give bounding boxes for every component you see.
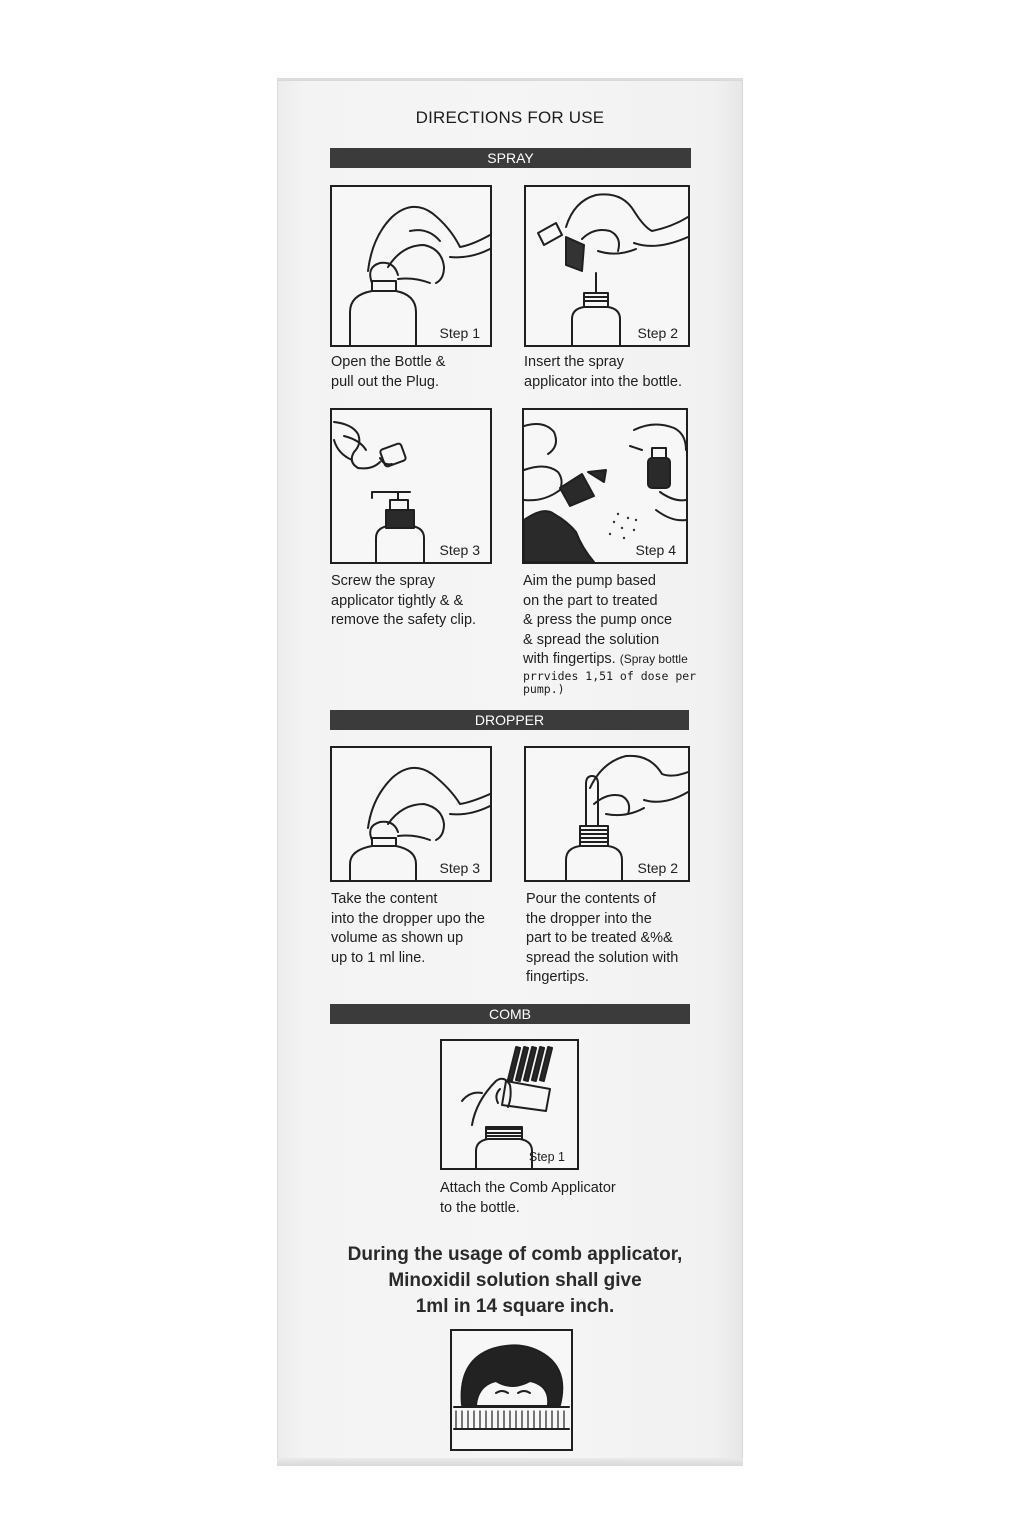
spray-step-1-label: Step 1 [439, 325, 480, 341]
dropper-step-3-label: Step 3 [439, 860, 480, 876]
directions-heading: DIRECTIONS FOR USE [415, 108, 605, 127]
box-bottom-edge [277, 1458, 743, 1466]
comb-step-1-illustration [440, 1039, 579, 1170]
section-bar-comb: COMB [330, 1004, 690, 1024]
hand-inserting-applicator-icon [526, 187, 688, 345]
section-bar-spray: SPRAY [330, 148, 691, 168]
spray-step-1-illustration [330, 185, 492, 347]
hand-opening-bottle-icon [332, 187, 490, 345]
spray-step-4-illustration [522, 408, 688, 564]
dropper-step-3-illustration [330, 746, 492, 882]
dropper-step-2-caption: Pour the contents of the dropper into the part to be treated &%& spread the solution with fingertips. [526, 891, 679, 985]
dropper-step-3-caption: Take the content into the dropper upo the volume as shown up up to 1 ml line. [331, 891, 485, 966]
spray-step-2-illustration [524, 185, 690, 347]
comb-step-1-caption: Attach the Comb Applicator to the bottle. [440, 1180, 616, 1216]
spray-step-3-label: Step 3 [439, 542, 480, 558]
spray-step-1-caption: Open the Bottle & pull out the Plug. [331, 354, 446, 390]
person-head-icon [452, 1331, 571, 1449]
spray-step-4-note: prrvides 1,51 of dose per pump.) [523, 669, 697, 696]
spray-step-2-label: Step 2 [637, 325, 678, 341]
comb-applicator-icon [442, 1041, 577, 1168]
screwing-spray-applicator-icon [332, 410, 490, 562]
spray-step-3-illustration [330, 408, 492, 564]
comb-step-1-label: Step 1 [528, 1150, 565, 1164]
spray-step-4-label: Step 4 [635, 542, 676, 558]
section-bar-dropper: DROPPER [330, 710, 689, 730]
dropper-step-2-illustration [524, 746, 690, 882]
comb-usage-note: During the usage of comb applicator, Minoxidil solution shall give 1ml in 14 square inch. [347, 1244, 683, 1317]
spray-step-3-caption: Screw the spray applicator tightly & & remove the safety clip. [331, 573, 477, 628]
head-illustration [450, 1329, 573, 1451]
spraying-on-head-icon [524, 410, 686, 562]
spray-step-4-caption-block [523, 572, 723, 670]
spray-step-2-caption: Insert the spray applicator into the bottle. [524, 354, 682, 390]
spray-step-4-caption: Aim the pump based on the part to treated & press the pump once & spread the solution with fingertips. [523, 573, 673, 667]
dropper-step-2-label: Step 2 [637, 860, 678, 876]
spray-step-4-note-inline: (Spray bottle [619, 652, 688, 666]
